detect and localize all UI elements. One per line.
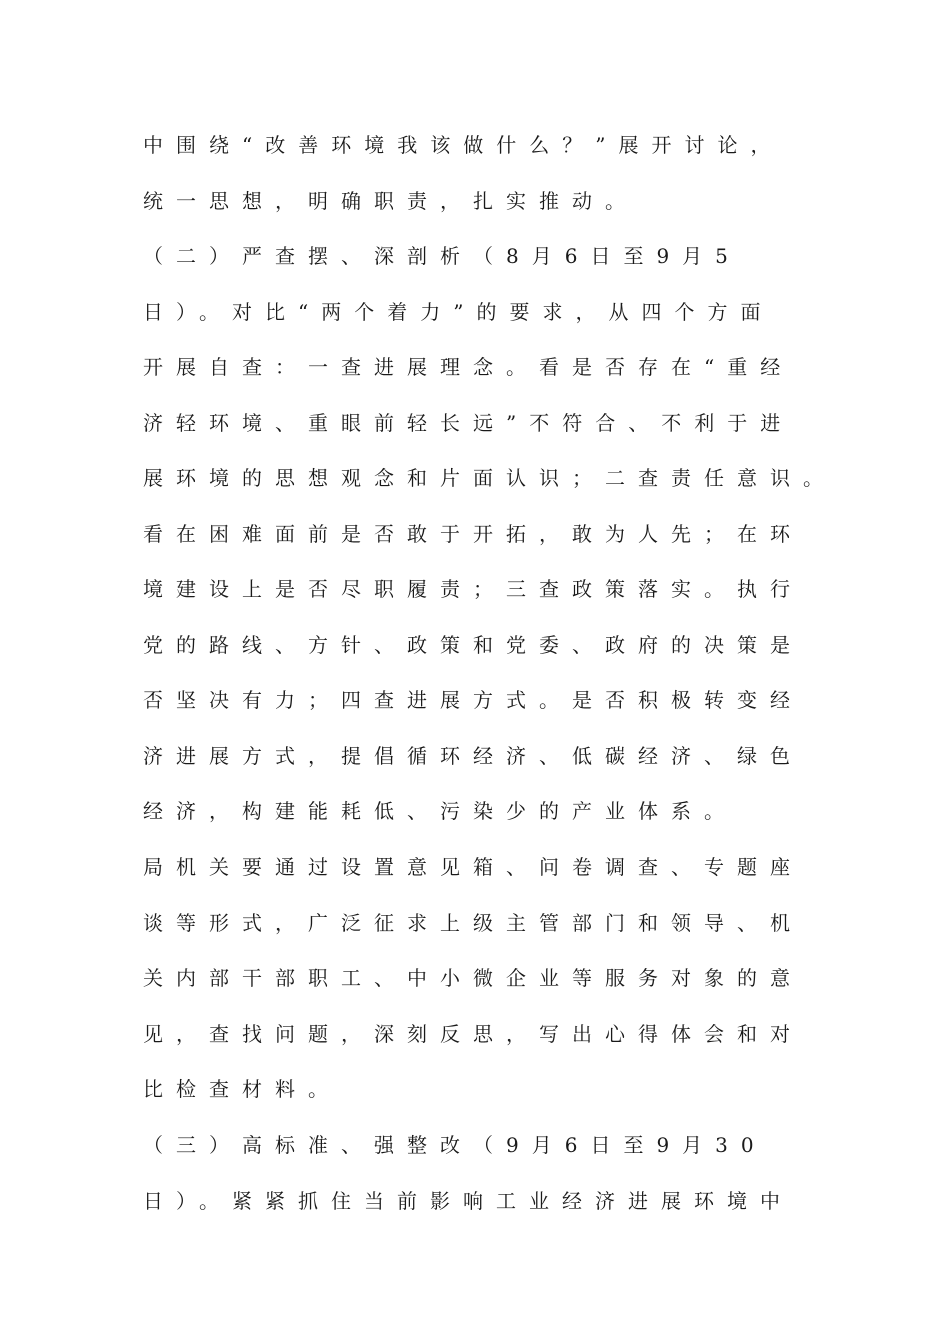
text-line: 日）。对比“两个着力”的要求，从四个方面 bbox=[143, 300, 774, 324]
text-line: 见，查找问题，深刻反思，写出心得体会和对 bbox=[143, 1022, 803, 1046]
section-heading-line: （三）高标准、强整改（9月6日至9月30 bbox=[143, 1133, 767, 1157]
text-line: 党的路线、方针、政策和党委、政府的决策是 bbox=[143, 633, 803, 657]
text-line: 统一思想，明确职责，扎实推动。 bbox=[143, 189, 638, 213]
text-line: 境建设上是否尽职履责；三查政策落实。执行 bbox=[143, 577, 803, 601]
text-line: 关内部干部职工、中小微企业等服务对象的意 bbox=[143, 966, 803, 990]
text-line: 日）。紧紧抓住当前影响工业经济进展环境中 bbox=[143, 1189, 793, 1213]
text-line: 否坚决有力；四查进展方式。是否积极转变经 bbox=[143, 688, 803, 712]
text-line: 济轻环境、重眼前轻长远”不符合、不利于进 bbox=[143, 411, 794, 435]
text-line: 展环境的思想观念和片面认识；二查责任意识。 bbox=[143, 466, 836, 490]
text-line: 开展自查：一查进展理念。看是否存在“重经 bbox=[143, 355, 794, 379]
text-line: 比检查材料。 bbox=[143, 1077, 341, 1101]
text-line: 局机关要通过设置意见箱、问卷调查、专题座 bbox=[143, 855, 803, 879]
text-line: 经济，构建能耗低、污染少的产业体系。 bbox=[143, 799, 737, 823]
text-line: 看在困难面前是否敢于开拓，敢为人先；在环 bbox=[143, 522, 803, 546]
text-line: 中围绕“改善环境我该做什么？”展开讨论， bbox=[143, 133, 784, 157]
text-line: 谈等形式，广泛征求上级主管部门和领导、机 bbox=[143, 911, 803, 935]
section-heading-line: （二）严查摆、深剖析（8月6日至9月5 bbox=[143, 244, 741, 268]
text-line: 济进展方式，提倡循环经济、低碳经济、绿色 bbox=[143, 744, 803, 768]
